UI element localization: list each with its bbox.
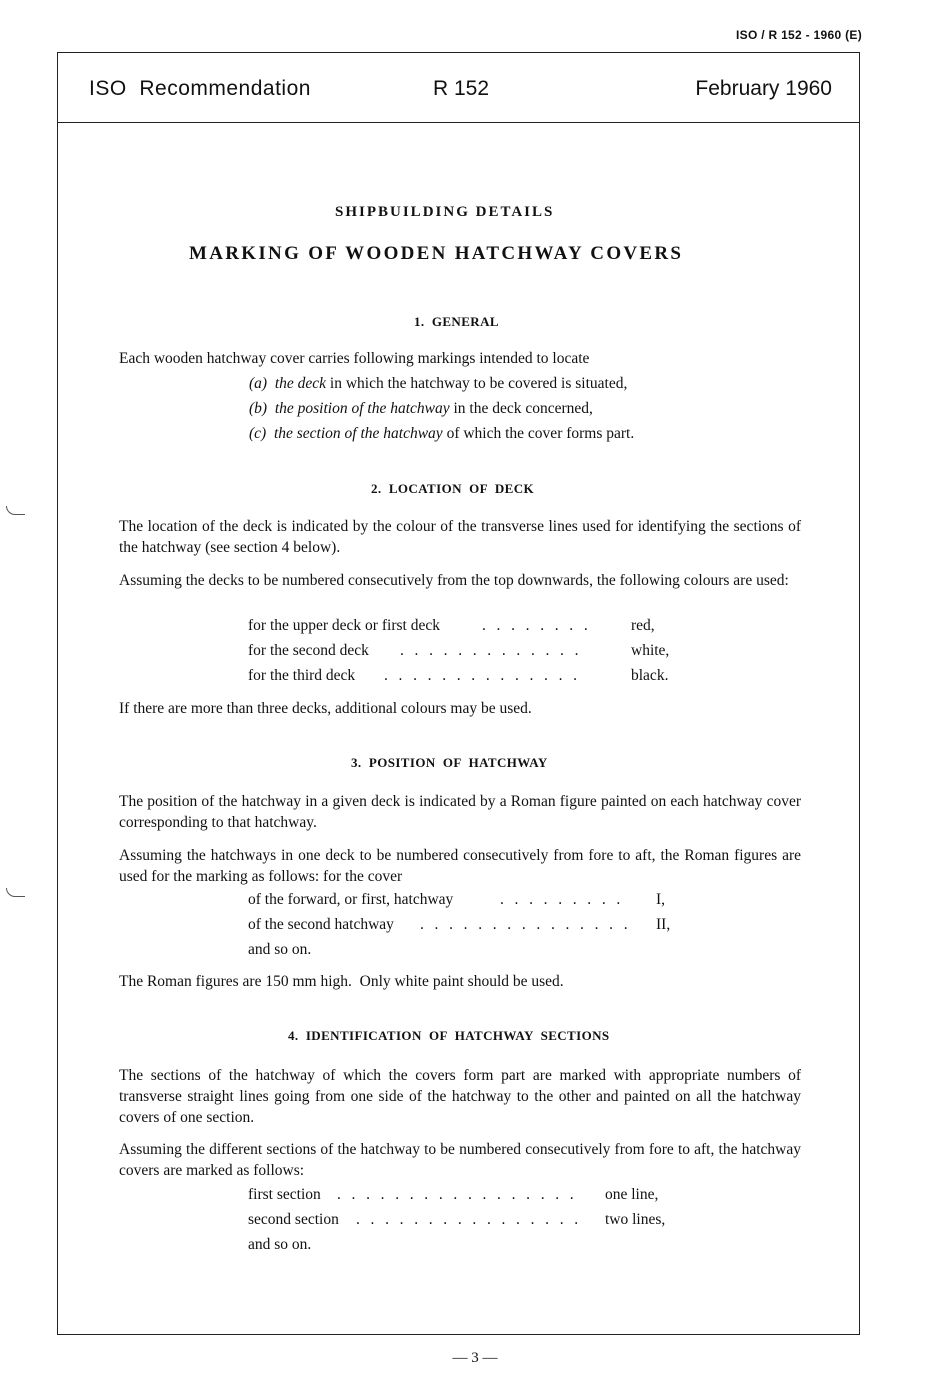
leader-dots: . . . . . . . . . . . . . xyxy=(400,642,582,659)
row-label: for the upper deck or first deck xyxy=(248,617,440,634)
item-text: in the deck concerned, xyxy=(449,400,593,417)
item-emphasis: the position of the hatchway xyxy=(274,400,450,417)
table-row xyxy=(248,1211,582,1229)
section-3-heading: 3. POSITION OF HATCHWAY xyxy=(351,755,548,770)
section-4-paragraph-1: The sections of the hatchway of which the covers form part are marked with appropriate numbers of transverse straight lines going from one side of the hatchway to the other and painted on all the hatchway covers of one section. xyxy=(119,1067,801,1126)
header-row xyxy=(58,53,859,123)
section-2-heading: 2. LOCATION OF DECK xyxy=(371,481,535,496)
row-value: red, xyxy=(631,617,655,634)
table-row xyxy=(248,617,592,635)
list-item xyxy=(249,425,634,443)
leader-dots: . . . . . . . . . . . . . . . . . xyxy=(337,1186,578,1203)
section-3-paragraph-1: The position of the hatchway in a given deck is indicated by a Roman figure painted on each hatchway cover corresponding to that hatchway. xyxy=(119,793,801,831)
item-text: in which the hatchway to be covered is situated, xyxy=(326,375,628,392)
margin-mark xyxy=(6,888,25,897)
header-date: February 1960 xyxy=(695,77,832,100)
leader-dots: . . . . . . . . . . . . . . . . xyxy=(356,1211,582,1228)
section-3-paragraph-3: The Roman figures are 150 mm high. Only white paint should be used. xyxy=(119,973,564,990)
and-so-on: and so on. xyxy=(248,1236,312,1253)
row-label: of the second hatchway xyxy=(248,916,394,933)
section-2-paragraph-2: Assuming the decks to be numbered consecutively from the top downwards, the following colours are used: xyxy=(119,572,789,589)
row-value: black. xyxy=(631,667,669,684)
item-label: (a) xyxy=(249,375,268,392)
row-label: of the forward, or first, hatchway xyxy=(248,891,454,908)
document-title: MARKING OF WOODEN HATCHWAY COVERS xyxy=(189,243,684,264)
row-label: first section xyxy=(248,1186,321,1203)
table-row xyxy=(248,642,582,660)
table-row xyxy=(248,891,624,909)
row-value: two lines, xyxy=(605,1211,666,1228)
leader-dots: . . . . . . . . . . . . . . . xyxy=(420,916,631,933)
row-value: white, xyxy=(631,642,670,659)
margin-mark xyxy=(6,506,25,515)
table-row xyxy=(248,667,581,685)
section-3-paragraph-2: Assuming the hatchways in one deck to be numbered consecutively from fore to aft, the Roman figures are used for the marking as follows: for the cover xyxy=(119,847,801,885)
item-label: (c) xyxy=(249,425,267,442)
item-text: of which the cover forms part. xyxy=(442,425,635,442)
and-so-on: and so on. xyxy=(248,941,312,958)
section-4-paragraph-2: Assuming the different sections of the hatchway to be numbered consecutively from fore to aft, the hatchway covers are marked as follows: xyxy=(119,1141,801,1179)
list-item xyxy=(249,400,593,418)
document-topic: SHIPBUILDING DETAILS xyxy=(335,204,555,220)
header-recommendation-number: R 152 xyxy=(433,77,490,100)
row-value: one line, xyxy=(605,1186,659,1203)
page-number: — 3 — xyxy=(452,1350,498,1366)
row-label: for the third deck xyxy=(248,667,356,684)
row-value: II, xyxy=(656,916,671,933)
section-2-paragraph-1: The location of the deck is indicated by the colour of the transverse lines used for identifying the sections of the hatchway (see section 4 below). xyxy=(119,518,801,556)
item-label: (b) xyxy=(249,400,268,417)
section-1-heading: 1. GENERAL xyxy=(414,314,499,329)
header-organization: ISO Recommendation xyxy=(89,77,311,100)
section-2-paragraph-3: If there are more than three decks, additional colours may be used. xyxy=(119,700,532,717)
leader-dots: . . . . . . . . . . . . . . xyxy=(384,667,581,684)
document-reference: ISO / R 152 - 1960 (E) xyxy=(736,28,862,42)
row-label: for the second deck xyxy=(248,642,369,659)
row-value: I, xyxy=(656,891,666,908)
list-item xyxy=(249,375,627,393)
leader-dots: . . . . . . . . . xyxy=(500,891,624,908)
table-row xyxy=(248,916,631,934)
item-emphasis: the section of the hatchway xyxy=(273,425,443,442)
row-label: second section xyxy=(248,1211,339,1228)
leader-dots: . . . . . . . . xyxy=(482,617,592,634)
section-4-heading: 4. IDENTIFICATION OF HATCHWAY SECTIONS xyxy=(288,1028,610,1043)
section-1-intro: Each wooden hatchway cover carries following markings intended to locate xyxy=(119,350,590,367)
table-row xyxy=(248,1186,578,1204)
item-emphasis: the deck xyxy=(274,375,327,392)
